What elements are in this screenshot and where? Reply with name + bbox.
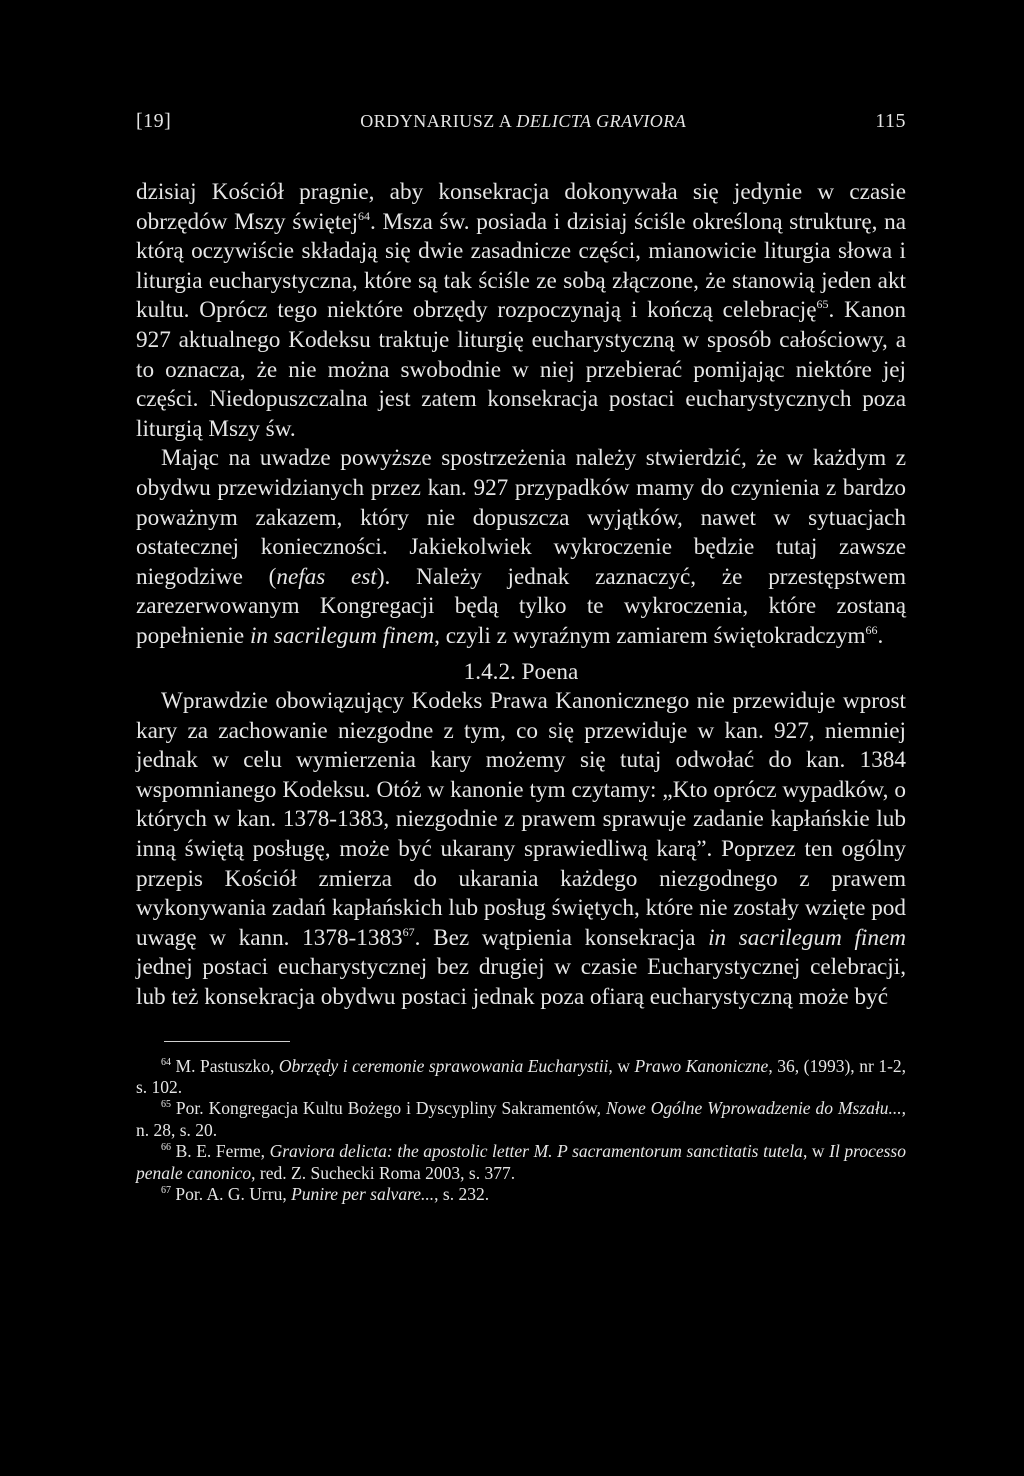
text-run: . Msza św. posiada i dzisiaj ściśle określoną strukturę, na którą oczywiście składają się dwie zasadnicze części, mianowicie liturgia słowa i liturgia eucharystyczna, które są tak ściśle ze sobą złączone, że stanowią jeden akt kultu. Oprócz tego niektóre obrzędy rozpoczynają i kończą celebrację (136, 208, 906, 324)
text-run: , red. Z. Suchecki Roma 2003, s. 377. (251, 1162, 516, 1183)
running-title-prefix: ORDYNARIUSZ A (360, 111, 517, 131)
text-run: B. E. Ferme, (171, 1141, 270, 1162)
footnote-ref-66[interactable]: 66 (865, 622, 878, 637)
section-heading: 1.4.2. Poena (463, 658, 579, 685)
footnotes (136, 1056, 906, 1206)
italic-title: Graviora delicta: the apostolic letter M. P sacramentorum sanctitatis tutela (269, 1141, 803, 1162)
text-run: . (877, 622, 884, 649)
italic-term: in sacrilegum finem (708, 924, 907, 951)
footnote-divider (164, 1041, 290, 1042)
body-text (136, 178, 906, 1013)
text-run: Por. Kongregacja Kultu Bożego i Dyscypliny Sakramentów, (171, 1098, 606, 1119)
italic-title: Punire per salvare... (291, 1184, 435, 1205)
text-run: Wprawdzie obowiązujący Kodeks Prawa Kanonicznego nie przewiduje wprost kary za zachowanie niezgodne z tym, co się przewiduje w kan. 927, niemniej jednak w celu wymierzenia kary możemy się tutaj odwołać do kan. 1384 wspomnianego Kodeksu. Otóż w kanonie tym czytamy: „Kto oprócz wypadków, o których w kan. 1378-1383, niezgodnie z prawem sprawuje zadanie kapłańskie lub inną świętą posługę, może być ukarany sprawiedliwą karą”. Poprzez ten ogólny przepis Kościół zmierza do ukarania każdego niezgodnego z prawem wykonywania zadań kapłańskich lub posług świętych, które nie zostały wzięte pod uwagę w kann. 1378-1383 (136, 688, 906, 951)
italic-term: nefas est (276, 563, 377, 590)
page-ref: [19] (136, 110, 172, 132)
footnote-67 (136, 1184, 906, 1205)
text-run: dzisiaj Kościół pragnie, aby konsekracja dokonywała się jedynie w czasie obrzędów Mszy świętej (136, 179, 906, 235)
footnote-ref-64[interactable]: 64 (358, 208, 371, 223)
text-run: Por. A. G. Urru, (171, 1184, 292, 1205)
italic-title: Il processo penale canonico (136, 1141, 906, 1183)
footnote-66 (136, 1141, 906, 1184)
footnote-number: 66 (161, 1142, 171, 1154)
running-title (360, 111, 686, 132)
text-run: . Bez wątpienia konsekracja (414, 924, 709, 951)
text-run: , w (608, 1055, 635, 1076)
italic-term: in sacrilegum finem (249, 622, 435, 649)
italic-title: Prawo Kanoniczne (634, 1055, 769, 1076)
text-run: M. Pastuszko, (171, 1055, 279, 1076)
italic-title: Nowe Ogólne Wprowadzenie do Mszału... (605, 1098, 902, 1119)
running-title-italic: DELICTA GRAVIORA (516, 111, 687, 131)
footnote-65 (136, 1098, 906, 1141)
footnote-64 (136, 1056, 906, 1099)
italic-title: Obrzędy i ceremonie sprawowania Eucharystii (278, 1055, 609, 1076)
running-header (136, 110, 906, 133)
text-run: , 36, (1993), nr 1-2, s. 102. (136, 1055, 907, 1098)
text-run: jednej postaci eucharystycznej bez drugiej w czasie Eucharystycznej celebracji, lub też konsekracja obydwu postaci jednak poza ofiarą eucharystyczną może być (136, 954, 906, 1011)
paragraph-1 (136, 178, 906, 444)
footnote-ref-67[interactable]: 67 (402, 924, 415, 939)
text-run: , s. 232. (434, 1184, 490, 1205)
footnote-ref-65[interactable]: 65 (816, 297, 829, 312)
text-run: , czyli z wyraźnym zamiarem świętokradczym (434, 622, 866, 649)
footnote-number: 65 (161, 1099, 171, 1111)
footnote-number: 64 (161, 1056, 171, 1068)
page-number: 115 (875, 110, 906, 132)
text-run: . Kanon 927 aktualnego Kodeksu traktuje liturgię eucharystyczną w sposób całościowy, a to oznacza, że nie można swobodnie w niej przebierać pomijając niektóre jej części. Niedopuszczalna jest zatem konsekracja postaci eucharystycznych poza liturgią Mszy św. (136, 297, 906, 442)
document-page (136, 110, 906, 1205)
text-run: , n. 28, s. 20. (136, 1098, 907, 1140)
paragraph-2 (136, 444, 906, 651)
paragraph-3 (136, 687, 906, 1013)
footnote-number: 67 (161, 1185, 171, 1197)
text-run: ). Należy jednak zaznaczyć, że przestępstwem zarezerwowanym Kongregacji będą tylko te wykroczenia, które zostaną popełnienie (136, 563, 906, 649)
text-run: Mając na uwadze powyższe spostrzeżenia należy stwierdzić, że w każdym z obydwu przewidzianych przez kan. 927 przypadków mamy do czynienia z bardzo poważnym zakazem, który nie dopuszcza wyjątków, nawet w sytuacjach ostatecznej konieczności. Jakiekolwiek wykroczenie będzie tutaj zawsze niegodziwe ( (136, 445, 906, 590)
text-run: , w (802, 1141, 830, 1162)
